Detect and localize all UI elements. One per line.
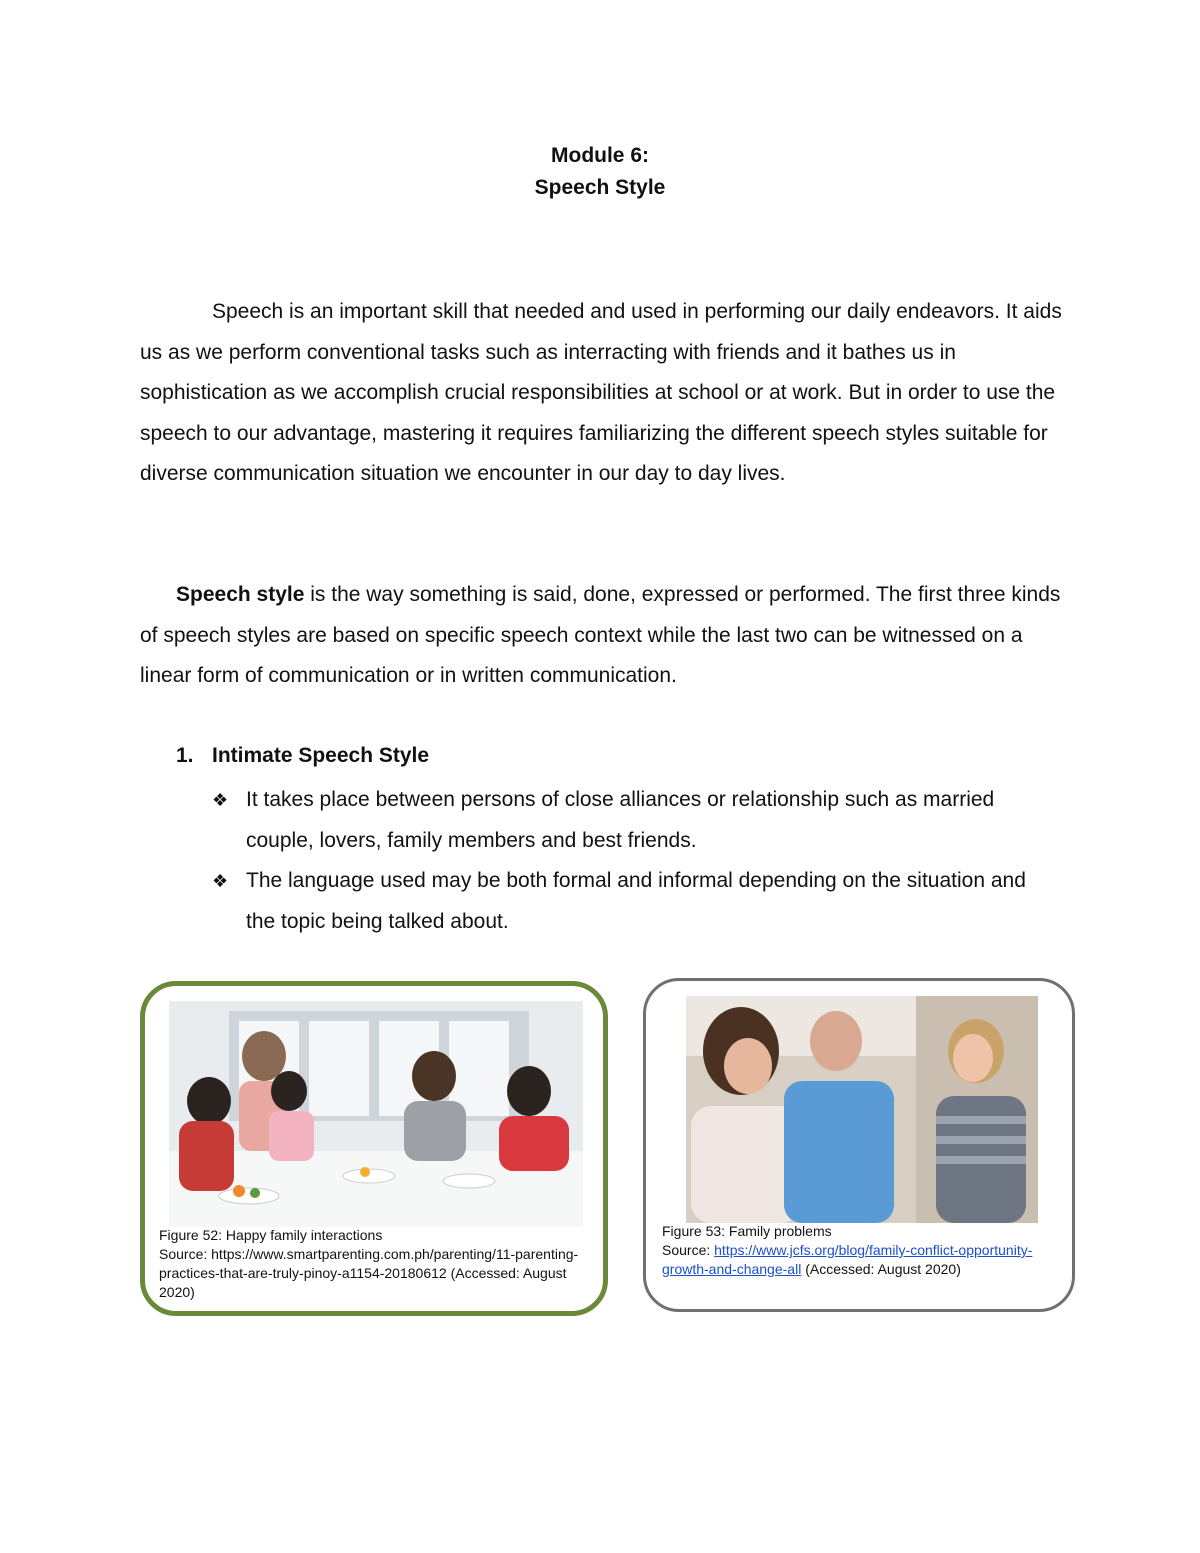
section-heading [176,744,429,768]
figure-53-frame [643,978,1075,1312]
family-problems-photo [686,996,1038,1223]
figure-53-source [662,1241,1057,1279]
bullet-text: It takes place between persons of close alliances or relationship such as married couple, lovers, family members and best friends. [246,788,995,852]
figure-53-source-label: Source: [662,1242,715,1258]
figure-53-source-link[interactable]: https://www.jcfs.org/blog/family-conflict-opportunity-growth-and-change-all [662,1242,1033,1277]
diamond-bullet-icon: ❖ [212,871,229,891]
figure-53-source-suffix: (Accessed: August 2020) [801,1261,961,1277]
figure-53-caption [662,1222,1057,1279]
definition-term: Speech style [176,583,305,606]
figure-52-caption [159,1226,579,1302]
bullet-text: The language used may be both formal and informal depending on the situation and the topic being talked about. [246,869,1026,933]
module-number-title: Module 6: [551,144,649,167]
list-item [212,861,1032,942]
definition-paragraph [140,575,1070,697]
section-number: 1. [176,744,194,767]
figure-52-source: Source: https://www.smartparenting.com.ph/parenting/11-parenting-practices-that-are-truly-pinoy-a1154-20180612 (Accessed: August 2020) [159,1246,579,1300]
bullet-list [212,780,1032,942]
figure-52-title: Figure 52: Happy family interactions [159,1227,383,1243]
section-heading-text: Intimate Speech Style [212,744,430,767]
list-item [212,780,1032,861]
figure-52-frame [140,981,608,1316]
happy-family-photo [169,1001,583,1227]
diamond-bullet-icon: ❖ [212,790,229,810]
definition-text: is the way something is said, done, expressed or performed. The first three kinds of speech styles are based on specific speech context while the last two can be witnessed on a linear form of communication or in written communication. [140,583,1061,687]
intro-paragraph: Speech is an important skill that needed and used in performing our daily endeavors. It aids us as we perform conventional tasks such as interracting with friends and it bathes us in sophistication as we accomplish crucial responsibilities at school or at work. But in order to use the speech to our advantage, mastering it requires familiarizing the different speech styles suitable for diverse communication situation we encounter in our day to day lives. [140,300,1062,485]
figure-53-title: Figure 53: Family problems [662,1223,832,1239]
module-title: Speech Style [534,176,666,199]
